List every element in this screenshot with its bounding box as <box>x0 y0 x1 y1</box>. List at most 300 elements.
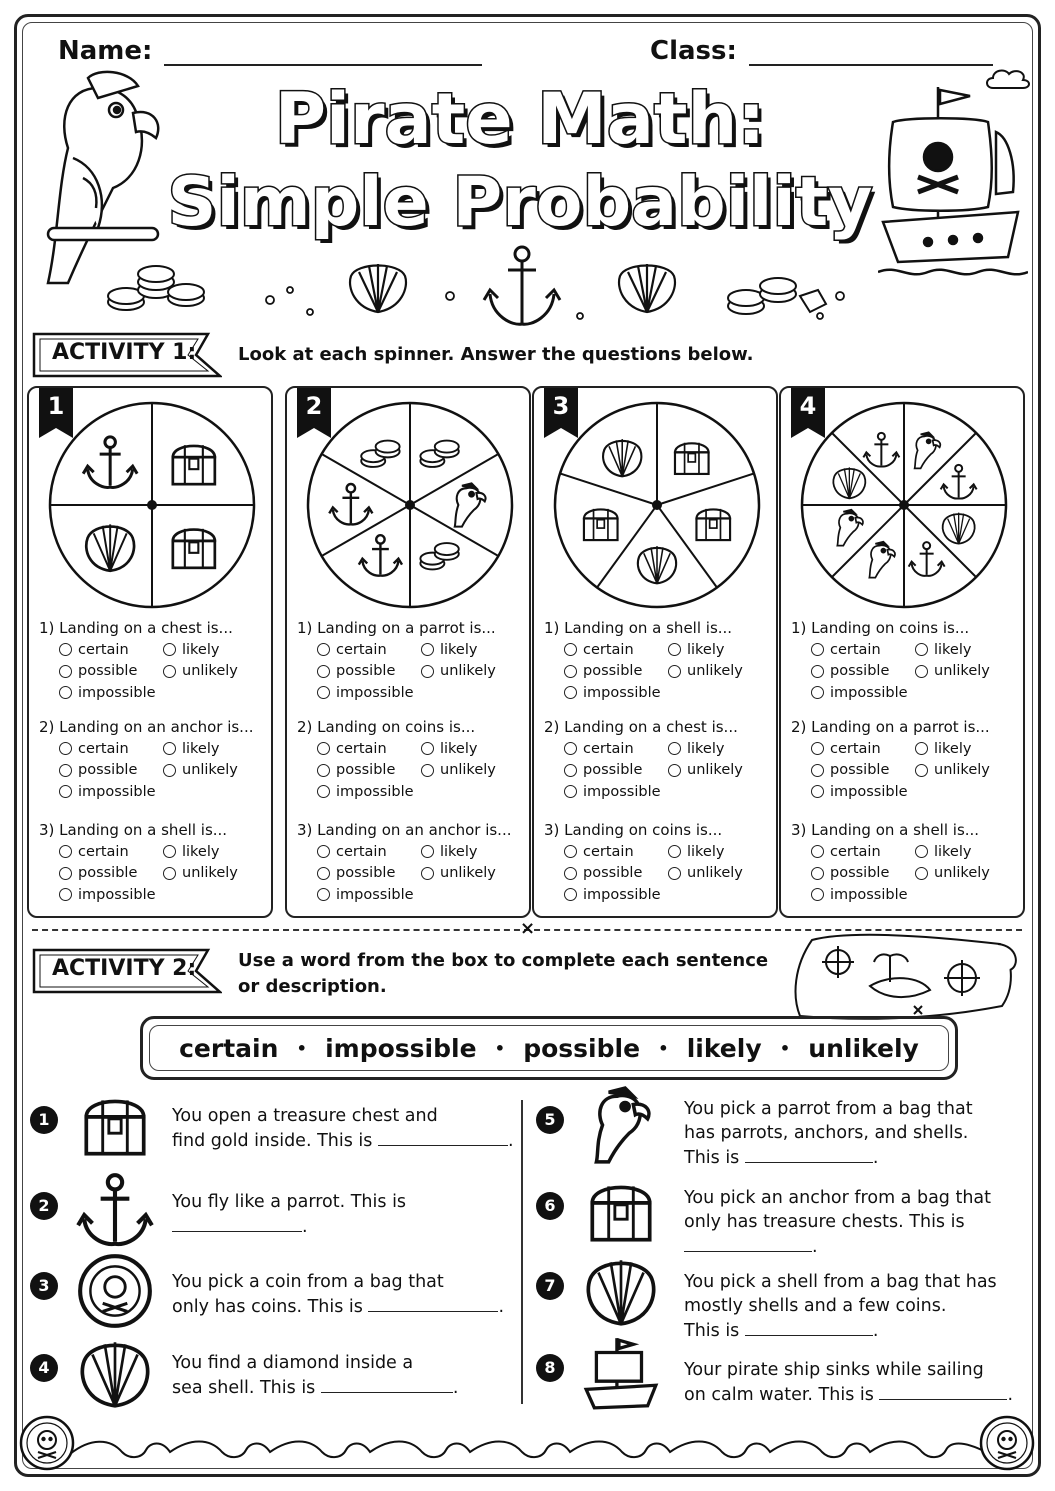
radio-button[interactable] <box>668 665 681 678</box>
answer-blank[interactable] <box>684 1234 812 1252</box>
spinner-number-badge: 1 <box>39 388 73 428</box>
cloud-icon <box>985 66 1031 92</box>
radio-button[interactable] <box>163 845 176 858</box>
spinner-section-shell-icon <box>603 439 641 476</box>
option-label: impossible <box>78 684 156 701</box>
spinner-card-2 <box>285 386 531 918</box>
sentence-line: You pick a shell from a bag that has <box>684 1272 997 1292</box>
sentence-line: find gold inside. This is . <box>172 1128 514 1153</box>
radio-button[interactable] <box>59 785 72 798</box>
option-likely[interactable] <box>915 640 1019 660</box>
option-label: certain <box>830 843 881 860</box>
option-label: certain <box>78 641 129 658</box>
radio-button[interactable] <box>59 686 72 699</box>
sentence-line: You fly like a parrot. This is <box>172 1192 407 1212</box>
question-block <box>297 818 529 905</box>
option-unlikely[interactable] <box>421 761 525 781</box>
answer-options <box>564 739 776 802</box>
option-possible[interactable] <box>811 761 915 781</box>
option-label: unlikely <box>934 663 990 680</box>
radio-button[interactable] <box>915 867 928 880</box>
option-spacer <box>163 885 267 905</box>
anchor-icon <box>74 1170 156 1252</box>
option-label: possible <box>583 762 643 779</box>
radio-button[interactable] <box>811 888 824 901</box>
option-label: likely <box>687 843 725 860</box>
sentence-line: on calm water. This is . <box>684 1382 1013 1407</box>
question-block <box>791 616 1023 703</box>
option-impossible[interactable] <box>811 782 915 802</box>
option-likely[interactable] <box>421 739 525 759</box>
word-bank-inner <box>149 1025 949 1071</box>
pirate-ship-icon <box>878 82 1028 282</box>
radio-button[interactable] <box>163 643 176 656</box>
class-line[interactable] <box>749 42 993 66</box>
spinner-section-chest-icon <box>584 509 618 540</box>
sentence-item <box>172 1351 458 1400</box>
activity1-label: ACTIVITY 1: <box>52 340 197 365</box>
spinner-wheel <box>799 400 1009 610</box>
question-block <box>544 616 776 703</box>
option-likely[interactable] <box>421 842 525 862</box>
radio-button[interactable] <box>564 643 577 656</box>
parrot-icon <box>580 1084 662 1166</box>
sentence-line: Your pirate ship sinks while sailing <box>684 1360 984 1380</box>
word-bank-word: impossible <box>325 1033 477 1063</box>
skull-coin-icon <box>18 1414 76 1472</box>
option-unlikely[interactable] <box>915 761 1019 781</box>
radio-button[interactable] <box>915 643 928 656</box>
option-label: possible <box>78 663 138 680</box>
radio-button[interactable] <box>59 742 72 755</box>
option-label: impossible <box>583 783 661 800</box>
page-title-line2: Simple Probability <box>167 163 873 242</box>
answer-options <box>317 640 529 703</box>
option-possible[interactable] <box>564 662 668 682</box>
radio-button[interactable] <box>421 643 434 656</box>
spinner-section-shell-icon <box>86 524 134 570</box>
activity2-instruction <box>238 948 768 1000</box>
spinner-section-shell-icon <box>833 467 865 498</box>
answer-options <box>59 640 271 703</box>
radio-button[interactable] <box>317 785 330 798</box>
item-number-badge: 8 <box>536 1354 564 1382</box>
option-label: impossible <box>78 886 156 903</box>
radio-button[interactable] <box>317 742 330 755</box>
radio-button[interactable] <box>915 845 928 858</box>
option-certain[interactable] <box>811 739 915 759</box>
radio-button[interactable] <box>564 845 577 858</box>
option-certain[interactable] <box>59 640 163 660</box>
option-label: likely <box>687 641 725 658</box>
radio-button[interactable] <box>421 742 434 755</box>
option-possible[interactable] <box>811 662 915 682</box>
radio-button[interactable] <box>59 888 72 901</box>
question-block <box>791 715 1023 802</box>
radio-button[interactable] <box>564 764 577 777</box>
option-label: possible <box>336 762 396 779</box>
radio-button[interactable] <box>811 867 824 880</box>
spinner-card-3 <box>532 386 778 918</box>
radio-button[interactable] <box>59 665 72 678</box>
item-number-badge: 6 <box>536 1192 564 1220</box>
spinner-section-chest-icon <box>675 443 709 474</box>
question-text: 1) Landing on a shell is... <box>544 619 733 637</box>
question-text: 2) Landing on a parrot is... <box>791 718 990 736</box>
option-unlikely[interactable] <box>163 761 267 781</box>
option-impossible[interactable] <box>564 885 668 905</box>
option-label: unlikely <box>934 762 990 779</box>
word-bank-word: certain <box>179 1033 279 1063</box>
activity1-instruction: Look at each spinner. Answer the questions below. <box>238 344 754 365</box>
radio-button[interactable] <box>811 845 824 858</box>
question-text: 2) Landing on an anchor is... <box>39 718 254 736</box>
option-spacer <box>915 683 1019 703</box>
question-text: 2) Landing on coins is... <box>297 718 476 736</box>
sentence-item <box>684 1186 1055 1259</box>
option-possible[interactable] <box>59 662 163 682</box>
option-label: certain <box>583 641 634 658</box>
radio-button[interactable] <box>668 764 681 777</box>
option-label: unlikely <box>182 762 238 779</box>
scissors-mark: × <box>520 918 536 939</box>
radio-button[interactable] <box>564 785 577 798</box>
skull-coin-icon <box>978 1414 1036 1472</box>
question-block <box>544 818 776 905</box>
option-label: possible <box>336 663 396 680</box>
option-unlikely[interactable] <box>163 662 267 682</box>
radio-button[interactable] <box>564 686 577 699</box>
option-spacer <box>915 885 1019 905</box>
radio-button[interactable] <box>163 742 176 755</box>
option-likely[interactable] <box>421 640 525 660</box>
option-label: likely <box>687 740 725 757</box>
option-label: likely <box>440 843 478 860</box>
spinner-number-badge: 3 <box>544 388 578 428</box>
sentence-item <box>684 1358 1013 1407</box>
sentence-line: mostly shells and a few coins. <box>684 1296 947 1316</box>
option-spacer <box>163 782 267 802</box>
radio-button[interactable] <box>915 742 928 755</box>
option-certain[interactable] <box>564 640 668 660</box>
radio-button[interactable] <box>668 643 681 656</box>
spinner-number-badge: 4 <box>791 388 825 428</box>
spinner-section-chest-icon <box>173 529 215 568</box>
answer-blank[interactable] <box>378 1128 508 1146</box>
radio-button[interactable] <box>811 742 824 755</box>
option-certain[interactable] <box>59 739 163 759</box>
name-line[interactable] <box>164 42 482 66</box>
option-likely[interactable] <box>668 640 772 660</box>
word-bank-word: possible <box>523 1033 641 1063</box>
option-impossible[interactable] <box>811 885 915 905</box>
option-unlikely[interactable] <box>668 662 772 682</box>
option-unlikely[interactable] <box>915 864 1019 884</box>
question-text: 3) Landing on a shell is... <box>39 821 228 839</box>
sentence-line: . <box>172 1214 406 1239</box>
option-label: certain <box>583 740 634 757</box>
radio-button[interactable] <box>811 665 824 678</box>
option-unlikely[interactable] <box>163 864 267 884</box>
option-impossible[interactable] <box>564 782 668 802</box>
option-label: impossible <box>583 886 661 903</box>
radio-button[interactable] <box>59 867 72 880</box>
answer-options <box>811 640 1023 703</box>
class-field[interactable] <box>650 36 993 66</box>
option-certain[interactable] <box>811 842 915 862</box>
option-label: likely <box>182 641 220 658</box>
answer-options <box>317 842 529 905</box>
option-label: unlikely <box>182 865 238 882</box>
option-label: unlikely <box>687 663 743 680</box>
column-divider <box>521 1100 523 1404</box>
option-label: certain <box>78 843 129 860</box>
option-possible[interactable] <box>811 864 915 884</box>
radio-button[interactable] <box>915 665 928 678</box>
radio-button[interactable] <box>564 742 577 755</box>
name-label: Name: <box>58 36 153 66</box>
option-label: certain <box>830 641 881 658</box>
option-impossible[interactable] <box>59 885 163 905</box>
option-label: likely <box>934 740 972 757</box>
question-block <box>297 715 529 802</box>
answer-options <box>811 842 1023 905</box>
radio-button[interactable] <box>317 643 330 656</box>
sentence-item <box>172 1190 406 1239</box>
class-label: Class: <box>650 36 737 66</box>
option-label: unlikely <box>440 663 496 680</box>
question-text: 3) Landing on an anchor is... <box>297 821 512 839</box>
radio-button[interactable] <box>811 686 824 699</box>
radio-button[interactable] <box>915 764 928 777</box>
radio-button[interactable] <box>811 643 824 656</box>
option-label: possible <box>336 865 396 882</box>
radio-button[interactable] <box>317 845 330 858</box>
radio-button[interactable] <box>317 764 330 777</box>
wave-border-decoration <box>70 1430 986 1466</box>
option-likely[interactable] <box>163 739 267 759</box>
option-label: impossible <box>78 783 156 800</box>
sentence-item <box>172 1270 504 1319</box>
radio-button[interactable] <box>59 643 72 656</box>
radio-button[interactable] <box>163 867 176 880</box>
treasure-chest-icon <box>580 1170 662 1252</box>
answer-options <box>59 739 271 802</box>
option-possible[interactable] <box>564 864 668 884</box>
option-possible[interactable] <box>564 761 668 781</box>
option-certain[interactable] <box>59 842 163 862</box>
option-unlikely[interactable] <box>668 761 772 781</box>
option-spacer <box>421 683 525 703</box>
option-label: unlikely <box>182 663 238 680</box>
option-label: impossible <box>830 886 908 903</box>
spinner-section-shell-icon <box>943 513 975 544</box>
option-impossible[interactable] <box>59 683 163 703</box>
sentence-line: only has coins. This is . <box>172 1294 504 1319</box>
option-unlikely[interactable] <box>421 864 525 884</box>
option-spacer <box>668 885 772 905</box>
option-impossible[interactable] <box>317 782 421 802</box>
spinner-wheel <box>47 400 257 610</box>
radio-button[interactable] <box>317 888 330 901</box>
option-likely[interactable] <box>668 842 772 862</box>
sentence-line: You pick a parrot from a bag that <box>684 1099 973 1119</box>
option-label: possible <box>583 663 643 680</box>
radio-button[interactable] <box>59 845 72 858</box>
radio-button[interactable] <box>317 665 330 678</box>
answer-options <box>317 739 529 802</box>
coin-pile-icon <box>104 262 208 318</box>
activity2-banner <box>32 948 220 994</box>
option-likely[interactable] <box>668 739 772 759</box>
answer-blank[interactable] <box>172 1214 302 1232</box>
sentence-item <box>684 1270 997 1343</box>
radio-button[interactable] <box>811 764 824 777</box>
sentence-item <box>172 1104 514 1153</box>
item-number-badge: 5 <box>536 1106 564 1134</box>
answer-blank[interactable] <box>745 1145 873 1163</box>
option-label: certain <box>336 740 387 757</box>
option-label: unlikely <box>687 762 743 779</box>
option-impossible[interactable] <box>564 683 668 703</box>
word-bank-word: likely <box>686 1033 762 1063</box>
treasure-chest-icon <box>74 1084 156 1166</box>
option-possible[interactable] <box>59 761 163 781</box>
option-possible[interactable] <box>59 864 163 884</box>
option-label: unlikely <box>687 865 743 882</box>
question-block <box>39 818 271 905</box>
option-certain[interactable] <box>564 842 668 862</box>
question-text: 1) Landing on a chest is... <box>39 619 233 637</box>
option-impossible[interactable] <box>317 683 421 703</box>
item-number-badge: 4 <box>30 1354 58 1382</box>
option-certain[interactable] <box>564 739 668 759</box>
question-block <box>297 616 529 703</box>
page-title-line1: Pirate Math: <box>274 78 766 160</box>
shell-icon <box>74 1332 156 1414</box>
option-spacer <box>915 782 1019 802</box>
spinner-wheel <box>305 400 515 610</box>
option-label: impossible <box>830 783 908 800</box>
answer-blank[interactable] <box>879 1382 1007 1400</box>
radio-button[interactable] <box>163 665 176 678</box>
spinner-card-1 <box>27 386 273 918</box>
word-bank <box>140 1016 958 1080</box>
radio-button[interactable] <box>564 665 577 678</box>
option-label: impossible <box>830 684 908 701</box>
answer-blank[interactable] <box>368 1294 498 1312</box>
bubbles-decoration <box>260 282 860 322</box>
option-spacer <box>163 683 267 703</box>
option-unlikely[interactable] <box>915 662 1019 682</box>
option-label: unlikely <box>934 865 990 882</box>
option-possible[interactable] <box>317 864 421 884</box>
option-possible[interactable] <box>317 662 421 682</box>
radio-button[interactable] <box>564 867 577 880</box>
option-label: likely <box>182 843 220 860</box>
option-label: certain <box>336 641 387 658</box>
option-impossible[interactable] <box>59 782 163 802</box>
option-likely[interactable] <box>915 842 1019 862</box>
option-unlikely[interactable] <box>668 864 772 884</box>
option-label: likely <box>440 641 478 658</box>
option-certain[interactable] <box>317 739 421 759</box>
option-impossible[interactable] <box>317 885 421 905</box>
option-label: possible <box>830 663 890 680</box>
radio-button[interactable] <box>421 764 434 777</box>
spinner-card-4 <box>779 386 1025 918</box>
question-text: 2) Landing on a chest is... <box>544 718 738 736</box>
radio-button[interactable] <box>317 686 330 699</box>
option-likely[interactable] <box>163 640 267 660</box>
question-block <box>39 616 271 703</box>
question-text: 3) Landing on a shell is... <box>791 821 980 839</box>
answer-blank[interactable] <box>745 1318 873 1336</box>
option-label: unlikely <box>440 865 496 882</box>
answer-blank[interactable] <box>321 1375 453 1393</box>
radio-button[interactable] <box>59 764 72 777</box>
radio-button[interactable] <box>564 888 577 901</box>
sentence-line: You pick an anchor from a bag that <box>684 1188 992 1208</box>
radio-button[interactable] <box>421 867 434 880</box>
option-certain[interactable] <box>811 640 915 660</box>
option-label: certain <box>78 740 129 757</box>
option-unlikely[interactable] <box>421 662 525 682</box>
sentence-line: only has treasure chests. This is . <box>684 1212 965 1257</box>
option-certain[interactable] <box>317 640 421 660</box>
question-block <box>39 715 271 802</box>
answer-options <box>564 640 776 703</box>
option-impossible[interactable] <box>811 683 915 703</box>
option-label: possible <box>78 865 138 882</box>
radio-button[interactable] <box>811 785 824 798</box>
spinner-section-chest-icon <box>696 509 730 540</box>
question-text: 1) Landing on coins is... <box>791 619 970 637</box>
radio-button[interactable] <box>668 845 681 858</box>
option-possible[interactable] <box>317 761 421 781</box>
word-separator: • <box>494 1038 505 1058</box>
radio-button[interactable] <box>317 867 330 880</box>
option-certain[interactable] <box>317 842 421 862</box>
option-label: impossible <box>583 684 661 701</box>
question-block <box>544 715 776 802</box>
radio-button[interactable] <box>163 764 176 777</box>
sentence-line: You pick a coin from a bag that <box>172 1272 444 1292</box>
sentence-line: You open a treasure chest and <box>172 1106 438 1126</box>
option-label: certain <box>583 843 634 860</box>
item-number-badge: 2 <box>30 1192 58 1220</box>
radio-button[interactable] <box>668 742 681 755</box>
option-spacer <box>421 782 525 802</box>
word-bank-word: unlikely <box>808 1033 919 1063</box>
question-text: 3) Landing on coins is... <box>544 821 723 839</box>
radio-button[interactable] <box>668 867 681 880</box>
spinner-section-shell-icon <box>638 546 676 583</box>
sentence-line: sea shell. This is . <box>172 1375 458 1400</box>
option-label: impossible <box>336 886 414 903</box>
radio-button[interactable] <box>421 665 434 678</box>
word-separator: • <box>658 1038 669 1058</box>
name-field[interactable] <box>58 36 482 66</box>
option-likely[interactable] <box>163 842 267 862</box>
option-label: possible <box>830 865 890 882</box>
radio-button[interactable] <box>421 845 434 858</box>
sentence-line: This is . <box>684 1318 997 1343</box>
word-separator: • <box>779 1038 791 1058</box>
activity2-instruction-line2: or description. <box>238 976 387 997</box>
item-number-badge: 1 <box>30 1106 58 1134</box>
option-likely[interactable] <box>915 739 1019 759</box>
